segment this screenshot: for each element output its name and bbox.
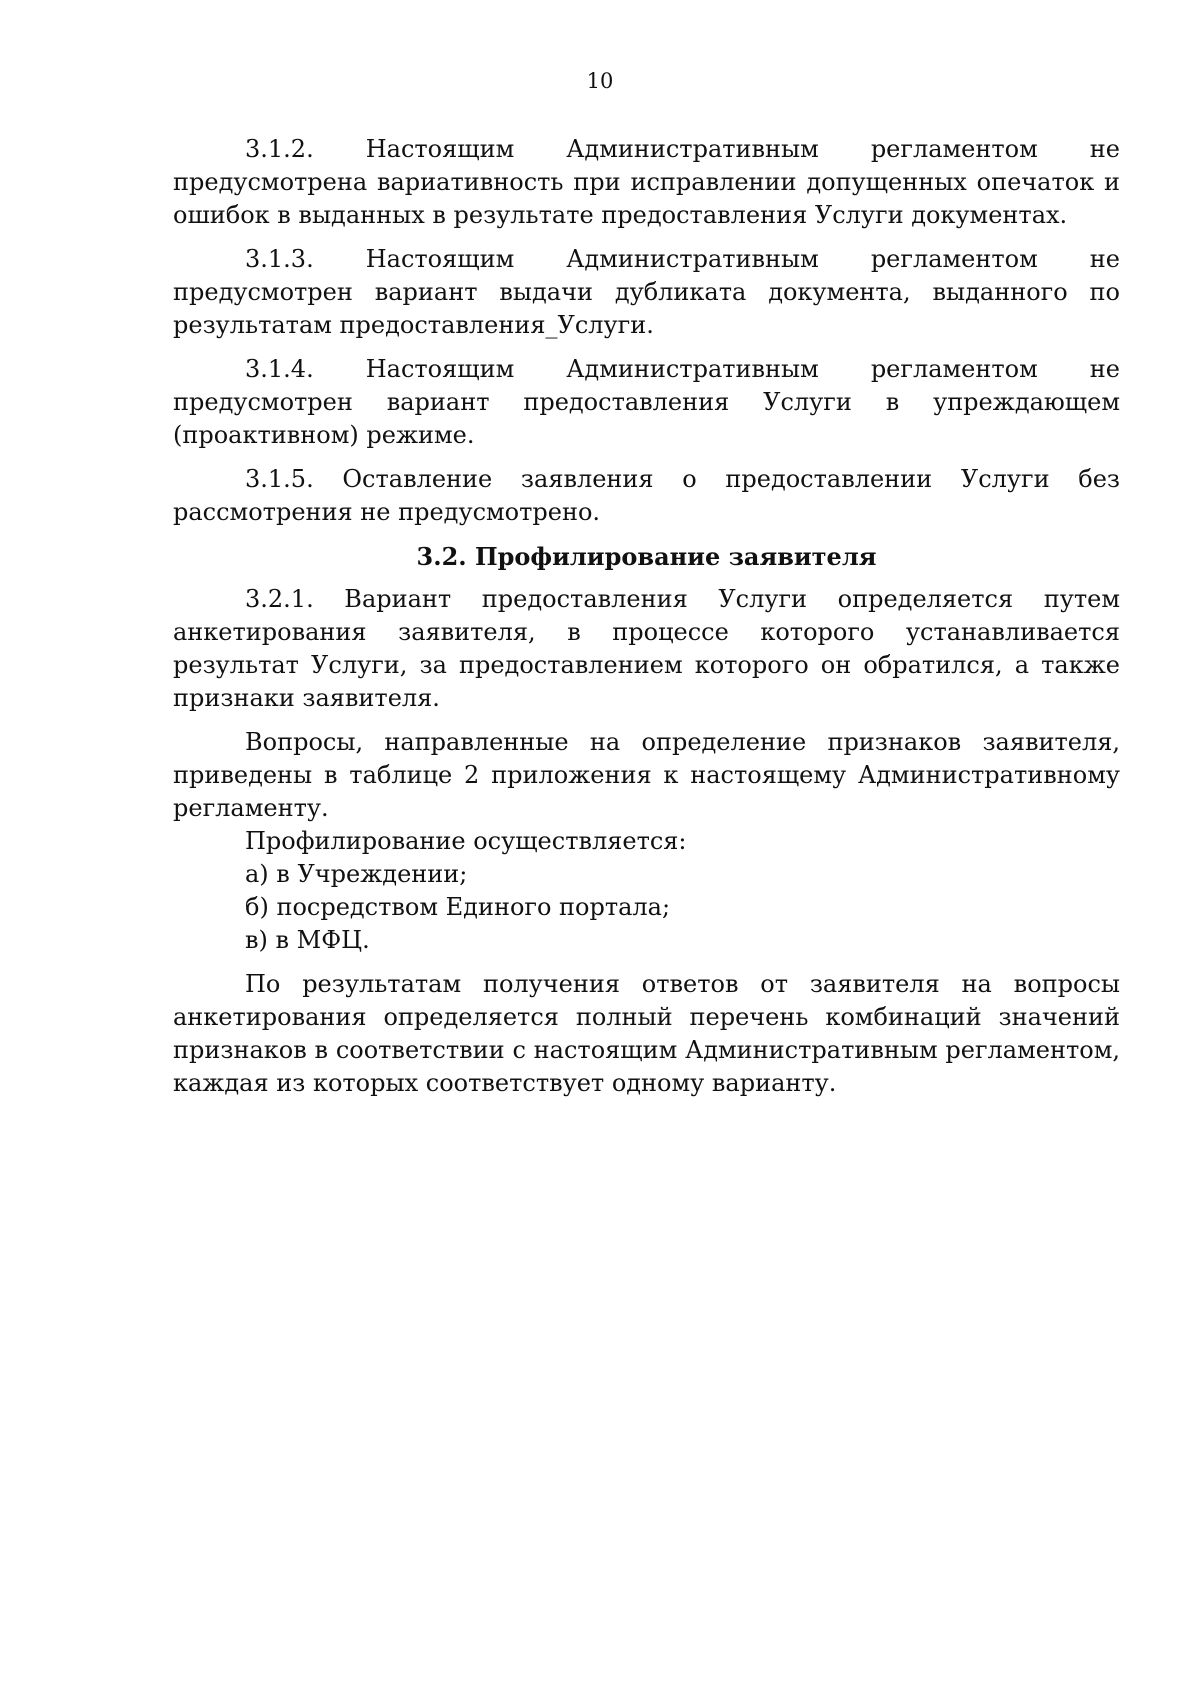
document-body bbox=[173, 133, 1120, 1111]
page-number: 10 bbox=[586, 69, 614, 93]
paragraph-3-1-2: 3.1.2. Настоящим Административным регламентом не предусмотрена вариативность при исправлении допущенных опечаток и ошибок в выданных в результате предоставления Услуги документах. bbox=[173, 135, 1120, 229]
paragraph-3-1-3: 3.1.3. Настоящим Административным регламентом не предусмотрен вариант выдачи дубликата документа, выданного по результатам предоставления_Услуги. bbox=[173, 245, 1120, 339]
list-item: в) в МФЦ. bbox=[245, 926, 370, 954]
paragraph-3-1-5: 3.1.5. Оставление заявления о предоставлении Услуги без рассмотрения не предусмотрено. bbox=[173, 465, 1120, 526]
paragraph-3-1-4: 3.1.4. Настоящим Административным регламентом не предусмотрен вариант предоставления Услуги в упреждающем (проактивном) режиме. bbox=[173, 355, 1120, 449]
closing-paragraph: По результатам получения ответов от заявителя на вопросы анкетирования определяется полный перечень комбинаций значений признаков в соответствии с настоящим Административным регламентом, каждая из которых соответствует одному варианту. bbox=[173, 970, 1120, 1097]
paragraph-questions: Вопросы, направленные на определение признаков заявителя, приведены в таблице 2 приложения к настоящему Административному регламенту. bbox=[173, 728, 1120, 822]
section-heading: 3.2. Профилирование заявителя bbox=[416, 542, 877, 571]
list-intro: Профилирование осуществляется: bbox=[245, 827, 687, 855]
profiling-list bbox=[173, 858, 1120, 957]
list-item: б) посредством Единого портала; bbox=[245, 893, 671, 921]
list-item: а) в Учреждении; bbox=[245, 860, 468, 888]
paragraph-3-2-1: 3.2.1. Вариант предоставления Услуги определяется путем анкетирования заявителя, в процессе которого устанавливается результат Услуги, за предоставлением которого он обратился, а также признаки заявителя. bbox=[173, 585, 1120, 712]
